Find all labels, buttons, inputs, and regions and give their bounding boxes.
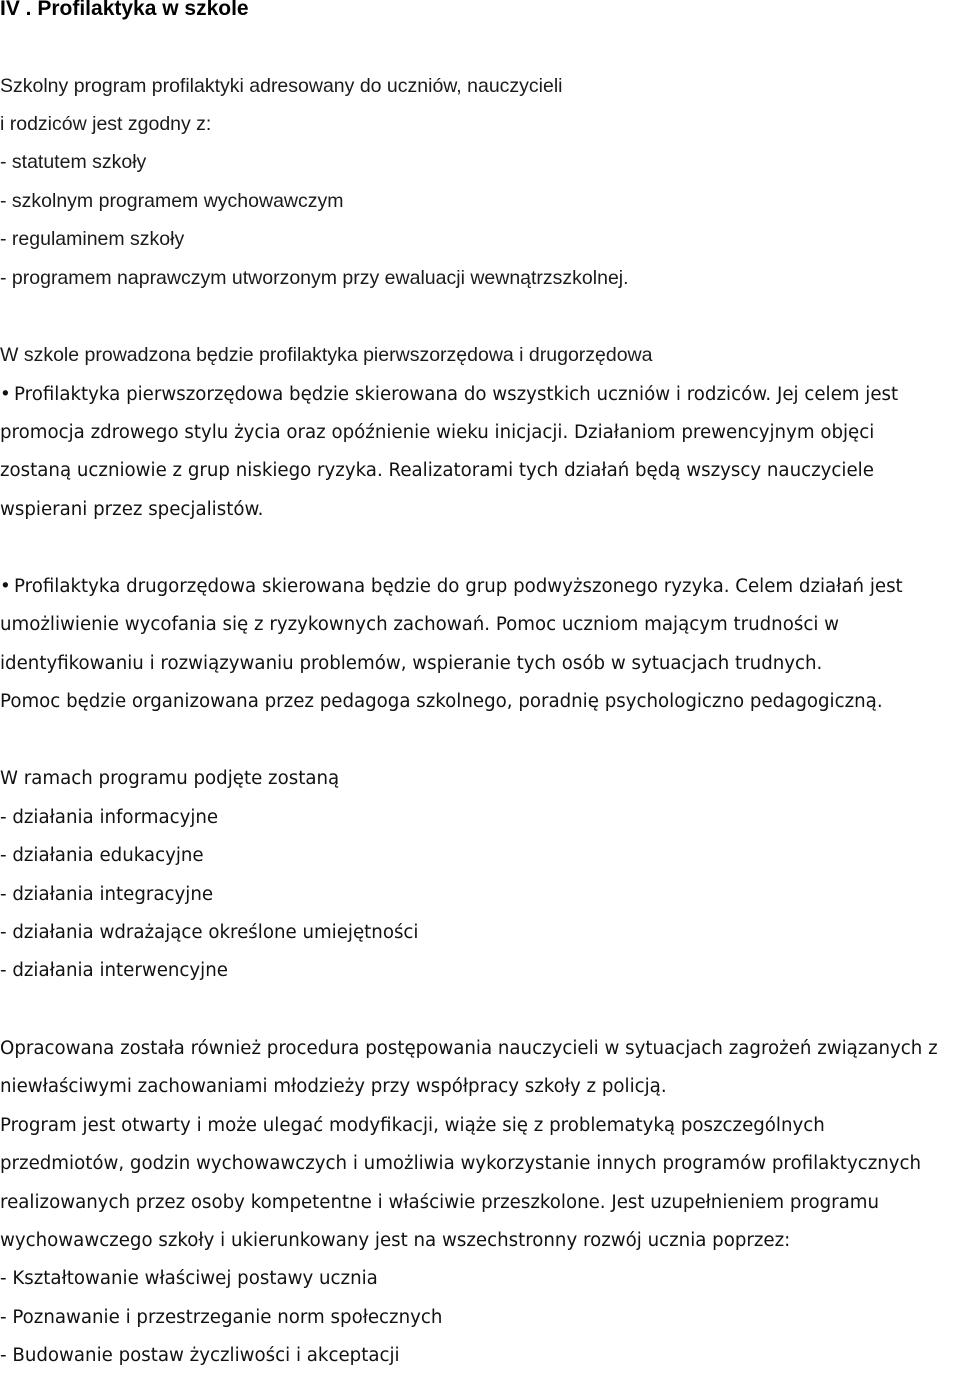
actions-list-item: - działania integracyjne [0,884,214,905]
closing-paragraph-line: niewłaściwymi zachowaniami młodzieży przy współpracy szkoły z policją. [0,1076,667,1097]
intro-list-item: - regulaminem szkoły [0,228,185,250]
intro-list-item: - statutem szkoły [0,151,147,173]
closing-list-item: - Poznawanie i przestrzeganie norm społecznych [0,1307,443,1328]
closing-paragraph-line: Program jest otwarty i może ulegać modyfikacji, wiąże się z problematyką poszczególnych [0,1115,825,1136]
closing-list-item: - Kształtowanie właściwej postawy ucznia [0,1268,378,1289]
closing-paragraph-line: Opracowana została również procedura postępowania nauczycieli w sytuacjach zagrożeń związanych z [0,1038,938,1059]
secondary-prevention-text: Profilaktyka drugorzędowa skierowana będzie do grup podwyższonego ryzyka. Celem działań jest [14,576,903,597]
prevention-types-lead: W szkole prowadzona będzie profilaktyka pierwszorzędowa i drugorzędowa [0,344,653,366]
actions-lead: W ramach programu podjęte zostaną [0,768,340,789]
secondary-prevention-line: Pomoc będzie organizowana przez pedagoga szkolnego, poradnię psychologiczno pedagogiczną. [0,691,883,712]
actions-list-item: - działania informacyjne [0,807,219,828]
intro-list-item: - programem naprawczym utworzonym przy ewaluacji wewnątrzszkolnej. [0,267,629,289]
intro-line: i rodziców jest zgodny z: [0,113,212,135]
bullet-icon: • [0,576,11,597]
actions-list-item: - działania edukacyjne [0,845,204,866]
intro-list-item: - szkolnym programem wychowawczym [0,190,344,212]
primary-prevention-text: Profilaktyka pierwszorzędowa będzie skierowana do wszystkich uczniów i rodziców. Jej celem jest [14,384,899,405]
intro-line: Szkolny program profilaktyki adresowany do uczniów, nauczycieli [0,75,563,97]
primary-prevention-line: zostaną uczniowie z grup niskiego ryzyka. Realizatorami tych działań będą wszyscy nauczyciele [0,460,874,481]
secondary-prevention-line: identyfikowaniu i rozwiązywaniu problemów, wspieranie tych osób w sytuacjach trudnych. [0,653,823,674]
primary-prevention-line [0,382,898,408]
closing-list-item: - Budowanie postaw życzliwości i akceptacji [0,1345,400,1366]
bullet-icon: • [0,384,11,405]
primary-prevention-line: wspierani przez specjalistów. [0,499,264,520]
actions-list-item: - działania wdrażające określone umiejętności [0,922,419,943]
secondary-prevention-line: umożliwienie wycofania się z ryzykownych zachowań. Pomoc uczniom mającym trudności w [0,614,840,635]
section-heading: IV . Profilaktyka w szkole [0,0,249,20]
actions-list-item: - działania interwencyjne [0,960,228,981]
closing-paragraph-line: przedmiotów, godzin wychowawczych i umożliwia wykorzystanie innych programów profilaktycznych [0,1153,922,1174]
primary-prevention-line: promocja zdrowego stylu życia oraz opóźnienie wieku inicjacji. Działaniom prewencyjnym objęci [0,422,875,443]
secondary-prevention-line [0,574,903,600]
closing-paragraph-line: wychowawczego szkoły i ukierunkowany jest na wszechstronny rozwój ucznia poprzez: [0,1230,791,1251]
closing-paragraph-line: realizowanych przez osoby kompetentne i właściwie przeszkolone. Jest uzupełnieniem programu [0,1192,880,1213]
